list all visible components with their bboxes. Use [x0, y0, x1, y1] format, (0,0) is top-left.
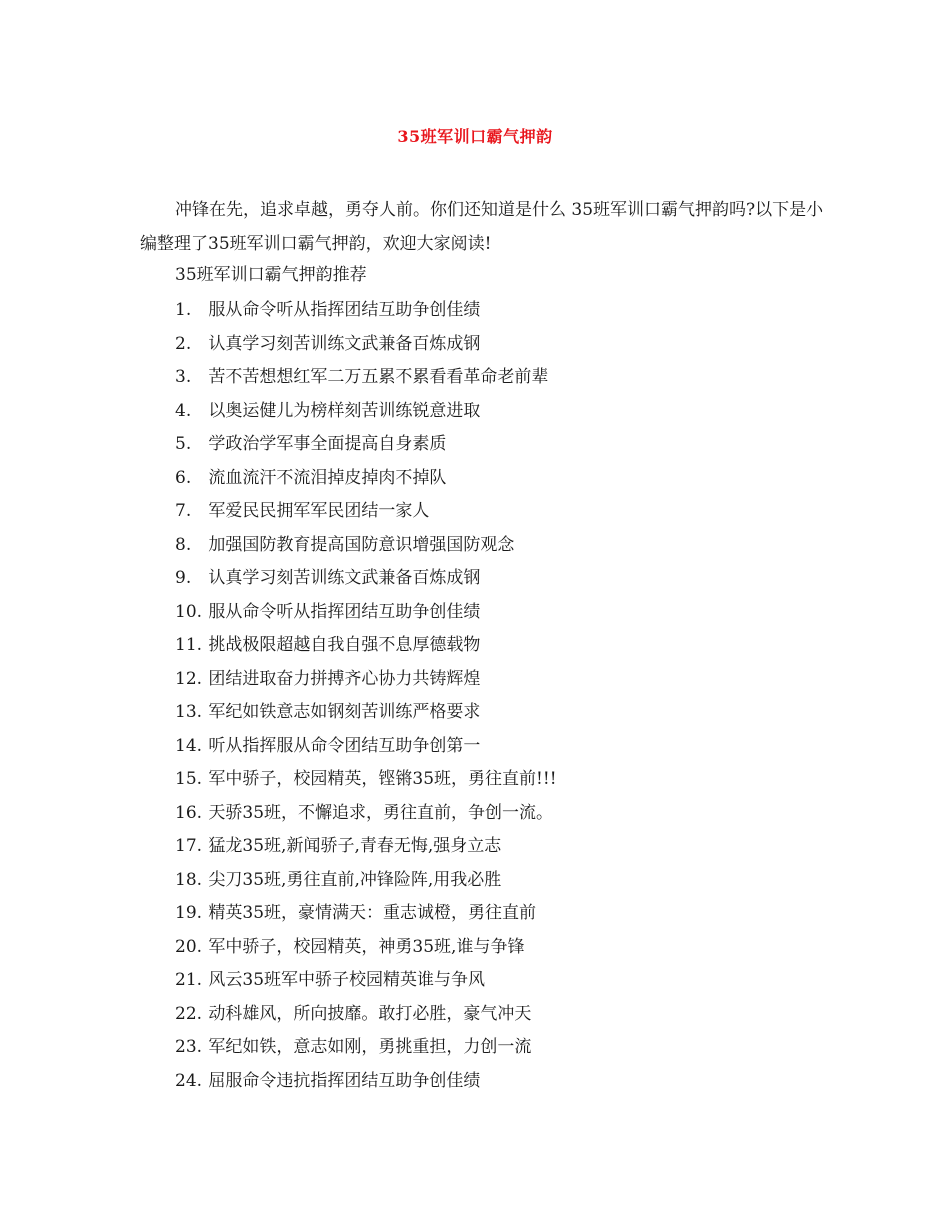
- item-number: 18.: [175, 869, 203, 890]
- item-text: 军中骄子，校园精英，神勇35班,谁与争锋: [208, 936, 525, 957]
- item-number: 12.: [175, 668, 203, 689]
- list-item: [175, 361, 557, 395]
- item-number: 11.: [175, 635, 203, 655]
- list-item: [175, 797, 557, 831]
- list-item: [175, 998, 557, 1032]
- item-number: 22.: [175, 1003, 203, 1024]
- item-text: 认真学习刻苦训练文武兼备百炼成钢: [208, 333, 481, 354]
- item-text: 风云35班军中骄子校园精英谁与争风: [208, 970, 486, 990]
- item-number: 8.: [175, 534, 192, 555]
- list-item: [175, 294, 557, 328]
- item-number: 20.: [175, 936, 203, 957]
- item-number: 2.: [175, 333, 192, 354]
- item-text: 军纪如铁意志如钢刻苦训练严格要求: [208, 702, 481, 722]
- item-text: 服从命令听从指挥团结互助争创佳绩: [208, 601, 481, 622]
- slogan-list: [175, 294, 557, 1098]
- item-text: 服从命令听从指挥团结互助争创佳绩: [208, 300, 481, 320]
- item-number: 3.: [175, 367, 192, 387]
- item-number: 15.: [175, 769, 203, 789]
- list-item: [175, 529, 557, 563]
- list-item: [175, 830, 557, 864]
- item-text: 军纪如铁，意志如刚，勇挑重担，力创一流: [208, 1037, 532, 1057]
- item-number: 7.: [175, 501, 192, 521]
- item-text: 以奥运健儿为榜样刻苦训练锐意进取: [208, 400, 481, 421]
- intro-paragraph: 冲锋在先，追求卓越，勇夺人前。你们还知道是什么 35班军训口霸气押韵吗?以下是小编整理了35班军训口霸气押韵，欢迎大家阅读!: [140, 200, 824, 254]
- item-number: 5.: [175, 434, 192, 454]
- list-item: [175, 964, 557, 998]
- item-number: 9.: [175, 568, 192, 588]
- section-subheading: 35班军训口霸气押韵推荐: [175, 265, 367, 285]
- list-item: [175, 897, 557, 931]
- list-item: [175, 495, 557, 529]
- list-item: [175, 629, 557, 663]
- list-item: [175, 864, 557, 898]
- list-item: [175, 596, 557, 630]
- item-number: 16.: [175, 802, 203, 823]
- list-item: [175, 428, 557, 462]
- list-item: [175, 663, 557, 697]
- item-text: 尖刀35班,勇往直前,冲锋险阵,用我必胜: [208, 869, 502, 890]
- item-number: 21.: [175, 970, 203, 990]
- item-text: 认真学习刻苦训练文武兼备百炼成钢: [208, 568, 481, 588]
- list-item: [175, 763, 557, 797]
- item-text: 军中骄子，校园精英，铿锵35班，勇往直前!!!: [208, 769, 557, 789]
- list-item: [175, 696, 557, 730]
- document-title: 35班军训口霸气押韵: [397, 127, 553, 146]
- item-number: 6.: [175, 467, 192, 488]
- item-text: 动科雄风，所向披靡。敢打必胜，豪气冲天: [208, 1003, 532, 1024]
- item-number: 23.: [175, 1037, 203, 1057]
- list-item: [175, 395, 557, 429]
- item-text: 苦不苦想想红军二万五累不累看看革命老前辈: [208, 367, 549, 387]
- item-text: 军爱民民拥军军民团结一家人: [208, 501, 430, 521]
- item-text: 团结进取奋力拼搏齐心协力共铸辉煌: [208, 668, 481, 689]
- item-number: 24.: [175, 1070, 203, 1091]
- list-item: [175, 1031, 557, 1065]
- list-item: [175, 730, 557, 764]
- item-text: 天骄35班，不懈追求，勇往直前，争创一流。: [208, 802, 554, 823]
- item-text: 学政治学军事全面提高自身素质: [208, 434, 447, 454]
- item-text: 加强国防教育提高国防意识增强国防观念: [208, 534, 515, 555]
- item-text: 流血流汗不流泪掉皮掉肉不掉队: [208, 467, 447, 488]
- item-number: 1.: [175, 300, 192, 320]
- list-item: [175, 931, 557, 965]
- list-item: [175, 1065, 557, 1099]
- item-text: 精英35班，豪情满天：重志诚橙，勇往直前: [208, 903, 537, 923]
- item-number: 13.: [175, 702, 203, 722]
- item-text: 听从指挥服从命令团结互助争创第一: [208, 735, 481, 756]
- list-item: [175, 562, 557, 596]
- list-item: [175, 462, 557, 496]
- item-text: 猛龙35班,新闻骄子,青春无悔,强身立志: [208, 836, 502, 856]
- item-text: 屈服命令违抗指挥团结互助争创佳绩: [208, 1070, 481, 1091]
- item-text: 挑战极限超越自我自强不息厚德载物: [208, 635, 481, 655]
- item-number: 4.: [175, 400, 192, 421]
- item-number: 10.: [175, 601, 203, 622]
- list-item: [175, 328, 557, 362]
- item-number: 17.: [175, 836, 203, 856]
- item-number: 14.: [175, 735, 203, 756]
- item-number: 19.: [175, 903, 203, 923]
